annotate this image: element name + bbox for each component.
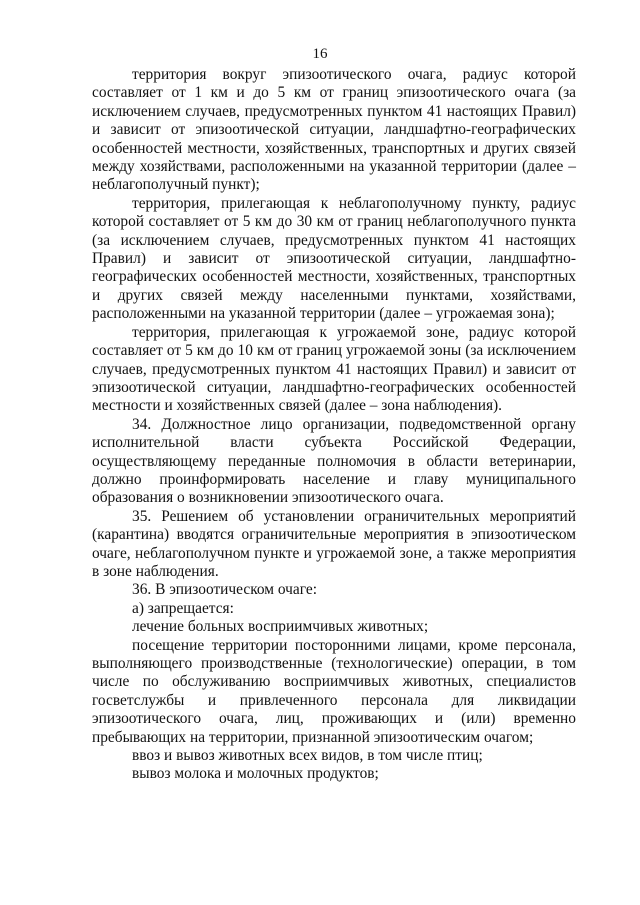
paragraph-subitem-a: а) запрещается: bbox=[132, 599, 234, 617]
paragraph-item-36: 36. В эпизоотическом очаге: bbox=[132, 581, 317, 599]
paragraph-item-34: 34. Должностное лицо организации, подведомственной органу исполнительной власти субъекта Российской Федерации, осуществляющему переданные полномочия в области ветеринарии, должно проинформировать население и главу муниципального образования о возникновении эпизоотического очага. bbox=[92, 415, 576, 507]
paragraph-no-treatment: лечение больных восприимчивых животных; bbox=[132, 618, 429, 636]
paragraph-no-milk-export: вывоз молока и молочных продуктов; bbox=[132, 765, 379, 783]
paragraph-no-animal-transport: ввоз и вывоз животных всех видов, в том числе птиц; bbox=[132, 747, 483, 765]
page-number: 16 bbox=[312, 46, 328, 62]
paragraph-outbreak-area: территория вокруг эпизоотического очага, радиус которой составляет от 1 км и до 5 км от границ эпизоотического очага (за исключением случаев, предусмотренных пунктом 41 настоящих Правил) и зависит от эпизоотической ситуации, ландшафтно-географических особенностей местности, хозяйственных, транспортных и других связей между хозяйствами, расположенными на указанной территории (далее – неблагополучный пункт); bbox=[92, 66, 576, 194]
document-body bbox=[92, 66, 576, 784]
paragraph-no-visitors: посещение территории посторонними лицами, кроме персонала, выполняющего производственные (технологические) операции, в том числе по обслуживанию восприимчивых животных, специалистов госветслужбы и привлеченного персонала для ликвидации эпизоотического очага, лиц, проживающих и (или) временно пребывающих на территории, признанной эпизоотическим очагом; bbox=[92, 636, 576, 746]
paragraph-observation-zone: территория, прилегающая к угрожаемой зоне, радиус которой составляет от 5 км до 10 км от границ угрожаемой зоны (за исключением случаев, предусмотренных пунктом 41 настоящих Правил) и зависит от эпизоотической ситуации, ландшафтно-географических особенностей местности и хозяйственных связей (далее – зона наблюдения). bbox=[92, 323, 576, 415]
paragraph-threatened-zone: территория, прилегающая к неблагополучному пункту, радиус которой составляет от 5 км до 30 км от границ неблагополучного пункта (за исключением случаев, предусмотренных пунктом 41 настоящих Правил) и зависит от эпизоотической ситуации, ландшафтно-географических особенностей местности, хозяйственных, транспортных и других связей между населенными пунктами, хозяйствами, расположенными на указанной территории (далее – угрожаемая зона); bbox=[92, 194, 576, 323]
paragraph-item-35: 35. Решением об установлении ограничительных мероприятий (карантина) вводятся ограничительные мероприятия в эпизоотическом очаге, неблагополучном пункте и угрожаемой зоне, а также мероприятия в зоне наблюдения. bbox=[92, 507, 576, 580]
